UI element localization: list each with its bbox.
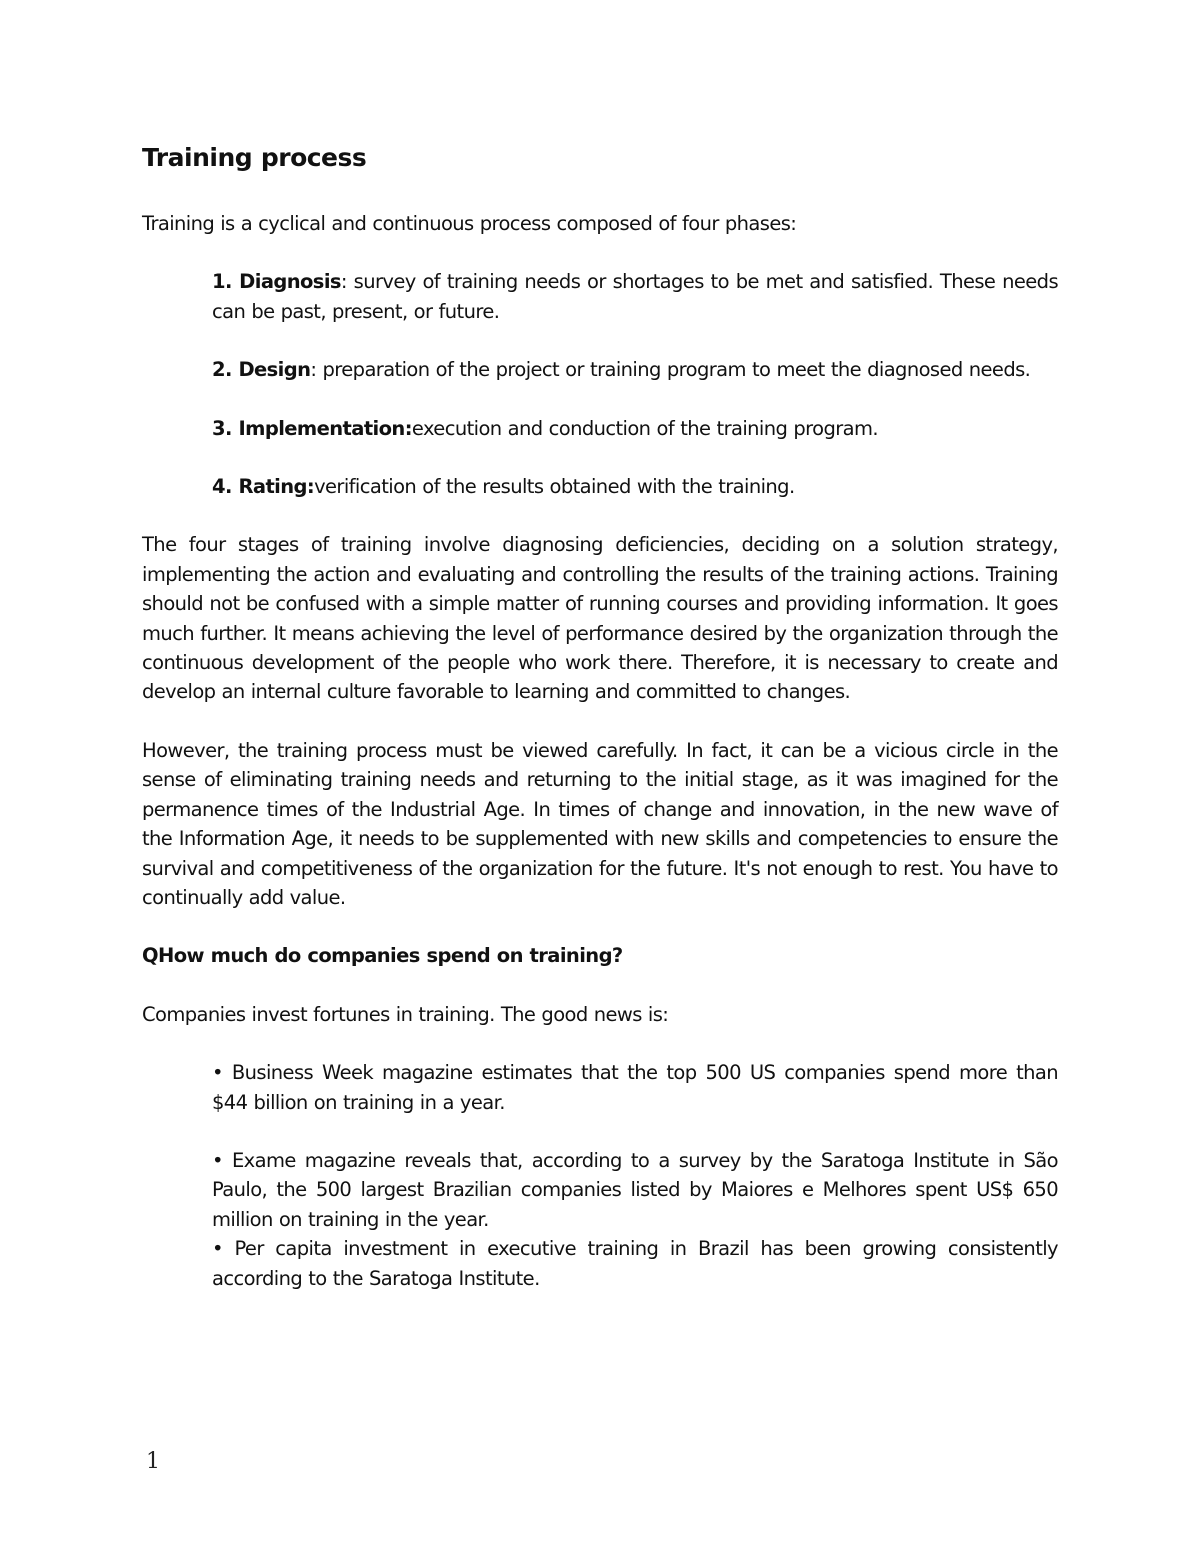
intro-paragraph: Training is a cyclical and continuous process composed of four phases: bbox=[142, 212, 797, 235]
body-paragraph-caution: However, the training process must be viewed carefully. In fact, it can be a vicious circle in the sense of eliminating training needs and returning to the initial stage, as it was imagined for the permanence times of the Industrial Age. In times of change and innovation, in the new wave of the Information Age, it needs to be supplemented with new skills and competencies to ensure the survival and competitiveness of the organization for the future. It's not enough to rest. You have to continually add value. bbox=[142, 738, 1058, 909]
document-body bbox=[142, 140, 1058, 1293]
body-paragraph-stages: The four stages of training involve diagnosing deficiencies, deciding on a solution strategy, implementing the action and evaluating and controlling the results of the training actions. Training should not be confused with a simple matter of running courses and providing information. It goes much further. It means achieving the level of performance desired by the organization through the continuous development of the people who work there. Therefore, it is necessary to create and develop an internal culture favorable to learning and committed to changes. bbox=[142, 533, 1058, 704]
question-intro: Companies invest fortunes in training. The good news is: bbox=[142, 1002, 669, 1026]
phase-item-implementation bbox=[212, 414, 1058, 443]
phase-label: 1. Diagnosis bbox=[212, 270, 341, 294]
question-heading bbox=[142, 941, 1058, 970]
phase-label: 2. Design bbox=[212, 358, 311, 382]
phase-text: verification of the results obtained with the training. bbox=[314, 475, 795, 499]
phase-text: survey of training needs or shortages to be met and satisfied. These needs can be past, present, or future. bbox=[212, 270, 1059, 323]
question-heading-text: QHow much do companies spend on training? bbox=[142, 944, 623, 968]
page-title: Training process bbox=[142, 143, 367, 172]
page-number: 1 bbox=[146, 1449, 160, 1474]
phase-item-diagnosis bbox=[212, 267, 1058, 326]
phase-separator: : bbox=[310, 358, 317, 382]
phase-text: execution and conduction of the training program. bbox=[411, 416, 879, 440]
phase-item-rating bbox=[212, 472, 1058, 501]
phase-label: 4. Rating: bbox=[212, 475, 315, 499]
bullet-item: • Per capita investment in executive training in Brazil has been growing consistently according to the Saratoga Institute. bbox=[212, 1237, 1058, 1290]
bullet-item: • Business Week magazine estimates that the top 500 US companies spend more than $44 billion on training in a year. bbox=[212, 1061, 1058, 1114]
bullet-item: • Exame magazine reveals that, according to a survey by the Saratoga Institute in São Paulo, the 500 largest Brazilian companies listed by Maiores e Melhores spent US$ 650 million on training in the year. bbox=[212, 1148, 1058, 1231]
phase-separator: : bbox=[340, 270, 347, 294]
phase-label: 3. Implementation: bbox=[212, 416, 412, 440]
phase-text: preparation of the project or training program to meet the diagnosed needs. bbox=[316, 358, 1031, 382]
phase-item-design bbox=[212, 355, 1058, 384]
